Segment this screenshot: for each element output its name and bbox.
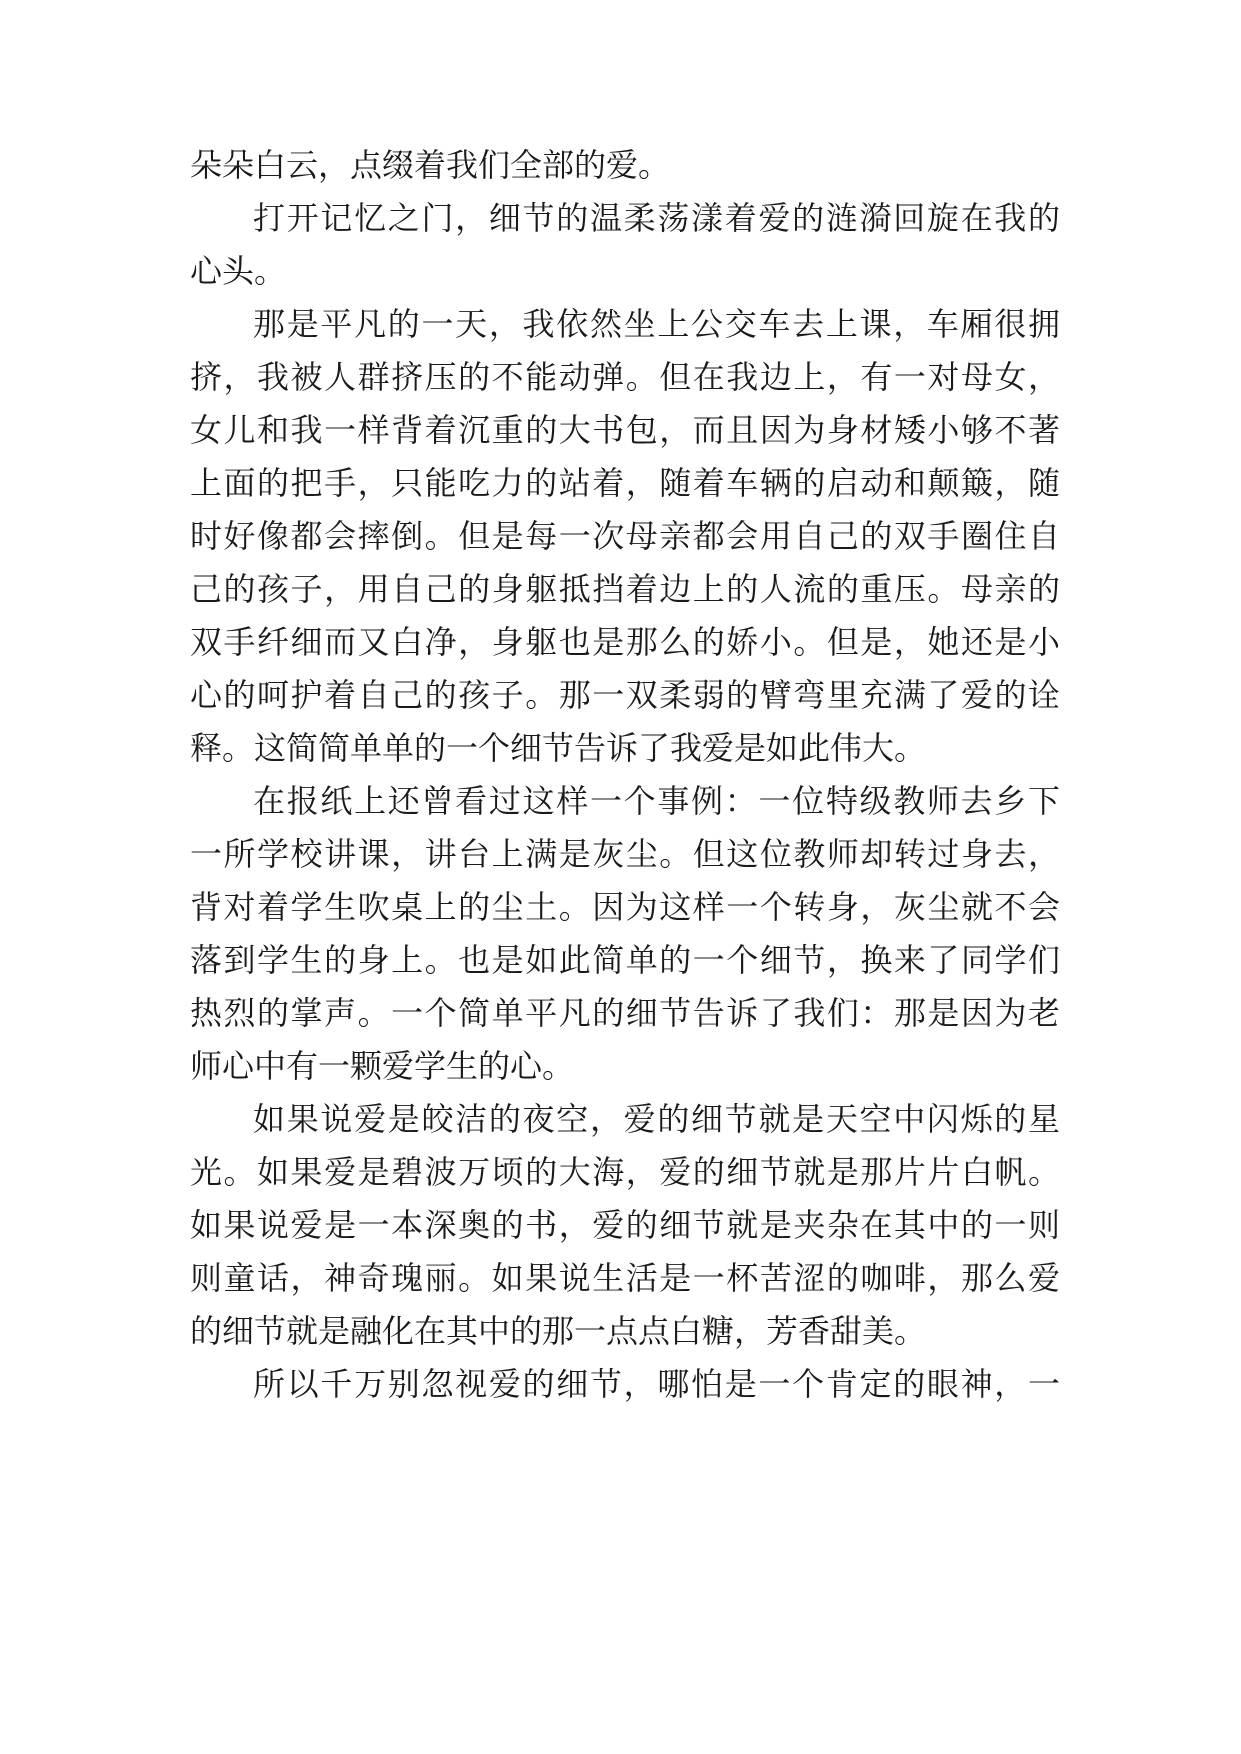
paragraph-first-line: 所以千万别忽视爱的细节，哪怕是一个肯定的眼神，一 [253, 1365, 1060, 1403]
paragraph-first-line: 如果说爱是皎洁的夜空，爱的细节就是天空中闪烁的星 [253, 1100, 1060, 1138]
text-line: 师心中有一颗爱学生的心。 [190, 1047, 575, 1085]
text-line: 光。如果爱是碧波万顷的大海，爱的细节就是那片片白帆。 [190, 1153, 1060, 1191]
text-line: 女儿和我一样背着沉重的大书包，而且因为身材矮小够不著 [190, 411, 1060, 449]
text-line: 时好像都会摔倒。但是每一次母亲都会用自己的双手圈住自 [190, 517, 1060, 555]
text-line: 如果说爱是一本深奥的书，爱的细节就是夹杂在其中的一则 [190, 1206, 1060, 1244]
text-line: 则童话，神奇瑰丽。如果说生活是一杯苦涩的咖啡，那么爱 [190, 1259, 1060, 1297]
text-line: 背对着学生吹桌上的尘土。因为这样一个转身，灰尘就不会 [190, 888, 1060, 926]
paragraph-first-line: 那是平凡的一天，我依然坐上公交车去上课，车厢很拥 [253, 305, 1060, 343]
paragraph-first-line: 在报纸上还曾看过这样一个事例：一位特级教师去乡下 [253, 782, 1060, 820]
text-line: 的细节就是融化在其中的那一点点白糖，芳香甜美。 [190, 1312, 927, 1350]
text-line: 热烈的掌声。一个简单平凡的细节告诉了我们：那是因为老 [190, 994, 1060, 1032]
text-line: 朵朵白云，点缀着我们全部的爱。 [190, 146, 671, 184]
text-line: 一所学校讲课，讲台上满是灰尘。但这位教师却转过身去， [190, 835, 1060, 873]
text-line: 落到学生的身上。也是如此简单的一个细节，换来了同学们 [190, 941, 1060, 979]
paragraph-first-line: 打开记忆之门，细节的温柔荡漾着爱的涟漪回旋在我的 [253, 199, 1060, 237]
text-line: 双手纤细而又白净，身躯也是那么的娇小。但是，她还是小 [190, 623, 1060, 661]
text-line: 挤，我被人群挤压的不能动弹。但在我边上，有一对母女， [190, 358, 1060, 396]
text-line: 上面的把手，只能吃力的站着，随着车辆的启动和颠簸，随 [190, 464, 1060, 502]
text-line: 心的呵护着自己的孩子。那一双柔弱的臂弯里充满了爱的诠 [190, 676, 1060, 714]
text-line: 释。这简简单单的一个细节告诉了我爱是如此伟大。 [190, 729, 927, 767]
text-line: 心头。 [190, 252, 287, 290]
text-line: 己的孩子，用自己的身躯抵挡着边上的人流的重压。母亲的 [190, 570, 1060, 608]
